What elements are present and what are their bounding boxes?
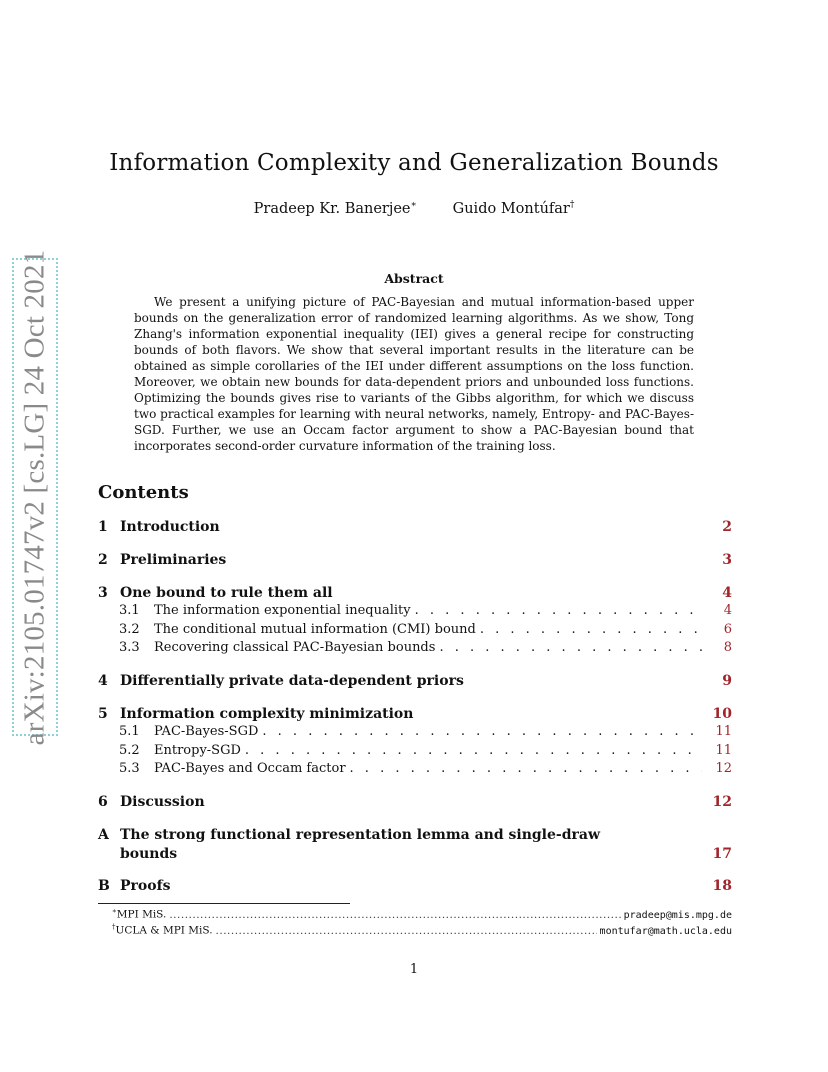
email-link[interactable]: pradeep@mis.mpg.de [623, 909, 732, 921]
toc-page-link[interactable]: 18 [712, 878, 732, 894]
arxiv-identifier-stamp[interactable] [12, 249, 58, 745]
toc-page-link[interactable]: 9 [722, 673, 732, 689]
toc-section-5[interactable]: 5 Information complexity minimization 10 [98, 706, 732, 722]
abstract-heading: Abstract [384, 271, 444, 286]
toc-section-6[interactable]: 6 Discussion 12 [98, 794, 732, 810]
dot-leader [216, 925, 597, 937]
toc-page-link[interactable]: 11 [715, 724, 732, 739]
toc-appendix-a[interactable]: A The strong functional representation lemma and single-draw [98, 827, 600, 843]
email-link[interactable]: montufar@math.ucla.edu [599, 925, 732, 937]
toc-subsection-3-1[interactable]: 3.1 The information exponential inequality . . . 4 [98, 603, 732, 618]
toc-subsection-3-3[interactable]: 3.3 Recovering classical PAC-Bayesian bounds . . . 8 [98, 640, 732, 655]
toc-section-4[interactable]: 4 Differentially private data-dependent priors 9 [98, 673, 732, 689]
footnote-2: †UCLA & MPI MiS. ..... montufar@math.ucla.edu [98, 923, 732, 937]
toc-section-3[interactable]: 3 One bound to rule them all 4 [98, 585, 732, 601]
arxiv-identifier-text: arXiv:2105.01747v2 [cs.LG] 24 Oct 2021 [18, 249, 51, 745]
dot-leader [350, 761, 702, 776]
footnote-1: ∗MPI MiS. ..... pradeep@mis.mpg.de [98, 907, 732, 921]
contents-heading: Contents [98, 482, 189, 503]
dot-leader [415, 603, 702, 618]
dot-leader [245, 743, 702, 758]
toc-page-link[interactable]: 12 [712, 794, 732, 810]
toc-page-link[interactable]: 4 [722, 585, 732, 601]
toc-page-link[interactable]: 17 [712, 846, 732, 862]
toc-section-1[interactable]: 1 Introduction 2 [98, 519, 732, 535]
toc-appendix-b[interactable]: B Proofs 18 [98, 878, 732, 894]
toc-page-link[interactable]: 11 [715, 743, 732, 758]
toc-subsection-5-1[interactable]: 5.1 PAC-Bayes-SGD . . . 11 [98, 724, 732, 739]
toc-subsection-3-2[interactable]: 3.2 The conditional mutual information (CMI) bound . . . 6 [98, 622, 732, 637]
page-number: 1 [409, 962, 419, 977]
paper-title: Information Complexity and Generalization Bounds [109, 150, 719, 176]
toc-section-2[interactable]: 2 Preliminaries 3 [98, 552, 732, 568]
author-1: Pradeep Kr. Banerjee∗ [253, 200, 417, 217]
author-list [0, 200, 828, 217]
author-2: Guido Montúfar† [452, 200, 575, 217]
toc-page-link[interactable]: 10 [712, 706, 732, 722]
dot-leader [439, 640, 702, 655]
toc-page-link[interactable]: 6 [723, 622, 732, 637]
dot-leader [480, 622, 702, 637]
toc-page-link[interactable]: 12 [715, 761, 732, 776]
dot-leader [169, 909, 620, 921]
dot-leader [262, 724, 702, 739]
toc-appendix-a-continued[interactable]: bounds 17 [120, 846, 732, 862]
footnote-rule [98, 903, 350, 904]
toc-subsection-5-2[interactable]: 5.2 Entropy-SGD . . . 11 [98, 743, 732, 758]
toc-page-link[interactable]: 3 [722, 552, 732, 568]
toc-page-link[interactable]: 4 [723, 603, 732, 618]
toc-page-link[interactable]: 2 [722, 519, 732, 535]
toc-page-link[interactable]: 8 [723, 640, 732, 655]
abstract-text: We present a unifying picture of PAC-Bayesian and mutual information-based upper bounds on the generalization error of randomized learning algorithms. As we show, Tong Zhang's information exponential inequality (IEI) gives a general recipe for constructing bounds of both flavors. We show that several important results in the literature can be obtained as simple corollaries of the IEI under different assumptions on the loss function. Moreover, we obtain new bounds for data-dependent priors and unbounded loss functions. Optimizing the bounds gives rise to variants of the Gibbs algorithm, for which we discuss two practical examples for learning with neural networks, namely, Entropy- and PAC-Bayes- SGD. Further, we use an Occam factor argument to show a PAC-Bayesian bound that incorporates second-order curvature information of the training loss. [134, 295, 694, 453]
toc-subsection-5-3[interactable]: 5.3 PAC-Bayes and Occam factor . . . 12 [98, 761, 732, 776]
